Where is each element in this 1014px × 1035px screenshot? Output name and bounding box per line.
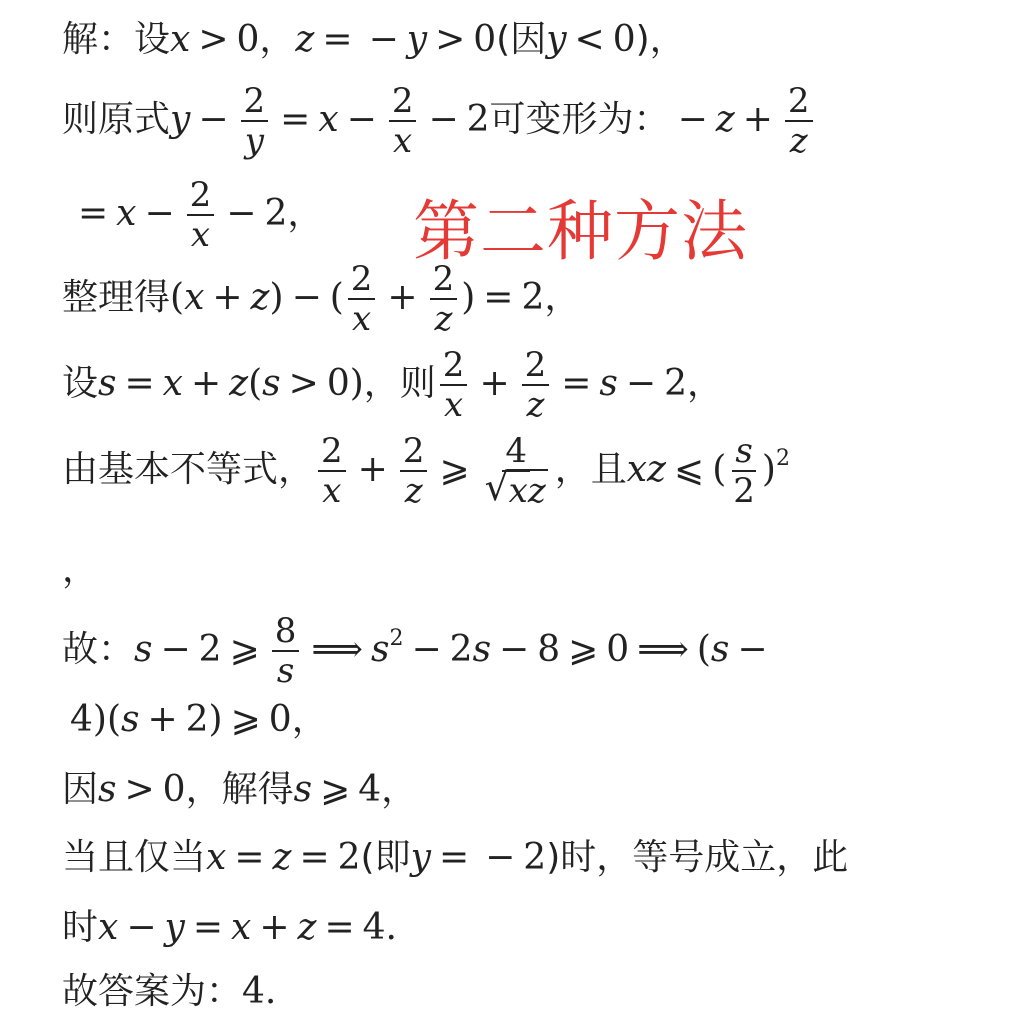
text-yin2: 因 [62, 769, 99, 810]
text-answer-label: 故答案为： [62, 971, 243, 1012]
text-she: 设 [62, 363, 99, 404]
text-qie: ，且 [554, 449, 627, 490]
solution-line-3: = x − $\frac{2}{x}$ − 2， [78, 175, 324, 255]
text-yin: (因 [496, 19, 547, 60]
solution-line-13 [62, 971, 1000, 1012]
text-zhengli: 整理得 [62, 277, 171, 318]
text-shi: 时 [62, 907, 99, 948]
solution-line-12: 时x − y = x + z = 4. [62, 907, 397, 948]
answer-value: 4. [242, 971, 277, 1012]
solution-line-1: 解：设x > 0，z = − y > 0(因y < 0)， [62, 19, 686, 60]
text-ji: (即 [360, 837, 411, 878]
text-jie-she: 解：设 [62, 19, 171, 60]
text-jiede: ，解得 [185, 769, 294, 810]
solution-line-11: 当且仅当x = z = 2(即y = − 2)时，等号成立，此 [62, 837, 849, 878]
solution-line-9: 4)(s + 2) ⩾ 0， [70, 699, 328, 740]
solution-line-7 [62, 549, 1000, 590]
text-dengshi-chengli: )时，等号成立，此 [546, 837, 849, 878]
solution-line-5: 设s = x + z(s > 0)，则 $\frac{2}{x}$ + $\frac{2}{z}$ = s − 2， [62, 345, 723, 425]
solution-line-2: 则原式y − $\frac{2}{y}$ = x − $\frac{2}{x}$ − 2可变形为： − z + $\frac{2}{z}$ [62, 82, 1000, 160]
solution-line-8: 故：s − 2 ⩾ $\frac{8}{s}$ ⟹ $s^2 - 2s - 8$ ⩾ 0 ⟹ (s − [62, 611, 768, 691]
text-paren-comma: )， [635, 19, 686, 60]
text-comma2: ， [381, 769, 418, 810]
solution-line-10: 因s > 0，解得s ⩾ 4， [62, 769, 418, 810]
solution-line-4: 整理得(x + z) − ( $\frac{2}{x}$ + $\frac{2}{z}$ ) = 2， [62, 259, 581, 339]
text-ze: ，则 [363, 363, 436, 404]
text-dangqie: 当且仅当 [62, 837, 207, 878]
text-ke-bianxing: 可变形为： [489, 99, 670, 140]
text-comma: ， [62, 549, 99, 590]
text-ze-yuanshi: 则原式 [62, 99, 171, 140]
text-gu: 故： [62, 629, 135, 670]
method-label: 第二种方法 [413, 193, 748, 270]
solution-line-6: 由基本不等式， $\frac{2}{x}$ + $\frac{2}{z}$ ⩾ 4 √ xz ，且xz ⩽ ( $\frac{s}{2}$ )$^2$ [62, 431, 790, 511]
text-jiben-budengshi: 由基本不等式， [62, 449, 315, 490]
